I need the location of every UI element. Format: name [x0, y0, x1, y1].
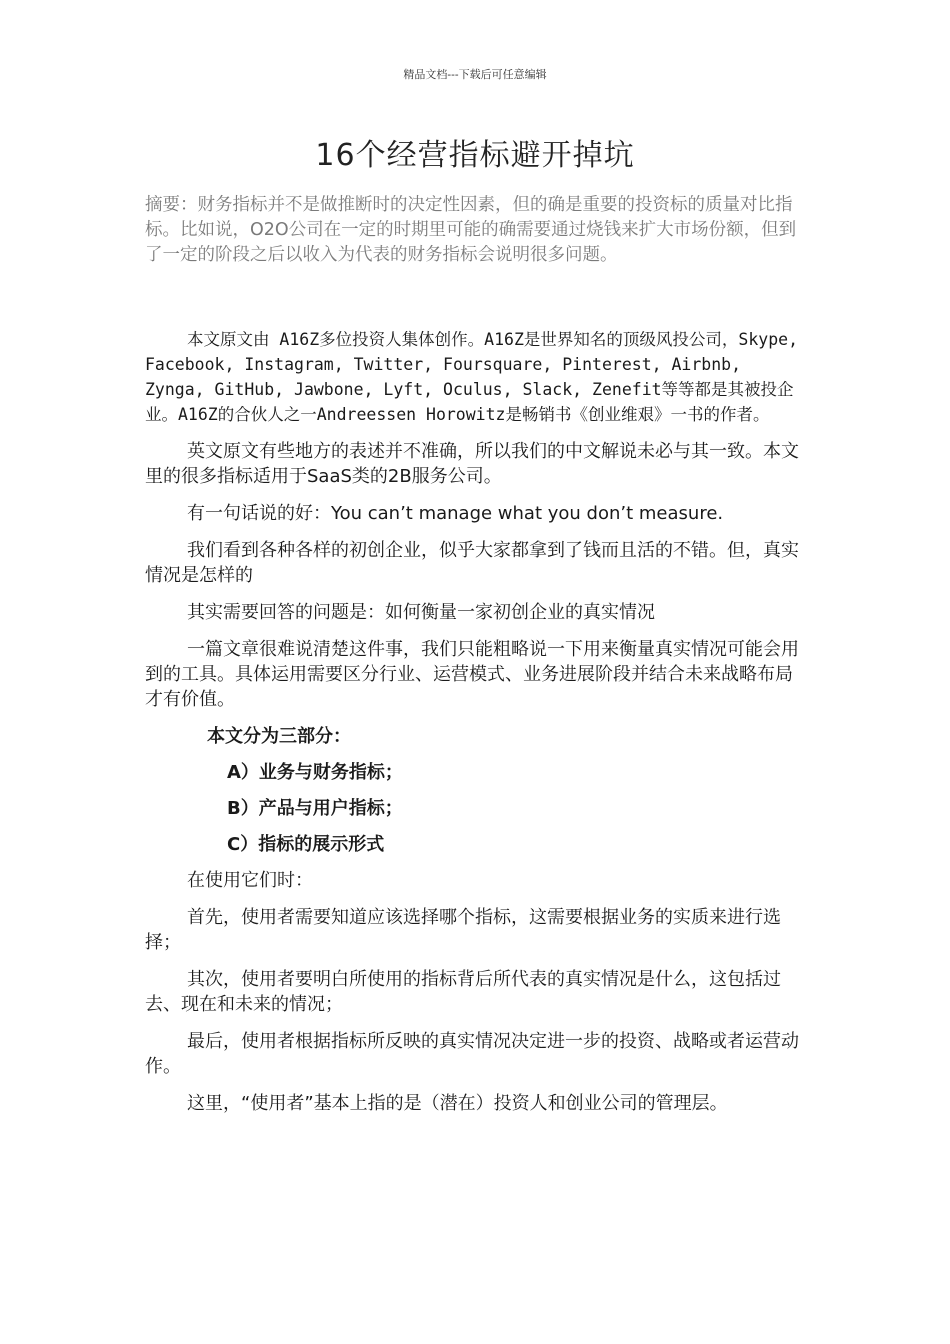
- paragraph-intro: 本文原文由 A16Z多位投资人集体创作。A16Z是世界知名的顶级风投公司，Skype, Facebook, Instagram, Twitter, Foursquare, Pinterest, Airbnb, Zynga, GitHub, Jawbone, Lyft, Oculus, Slack, Zenefit等等都是其被投企业。A16Z的合伙人之一Andreessen Horowitz是畅销书《创业维艰》一书的作者。: [145, 330, 799, 424]
- paragraph-users: 这里，“使用者”基本上指的是（潜在）投资人和创业公司的管理层。: [187, 1093, 728, 1114]
- paragraph-first: 首先，使用者需要知道应该选择哪个指标，这需要根据业务的实质来进行选择；: [145, 907, 781, 953]
- paragraph-startups: 我们看到各种各样的初创企业，似乎大家都拿到了钱而且活的不错。但，真实情况是怎样的: [145, 540, 799, 586]
- sections-heading: 本文分为三部分：: [207, 726, 351, 747]
- paragraph-tools: 一篇文章很难说清楚这件事，我们只能粗略说一下用来衡量真实情况可能会用到的工具。具体运用需要区分行业、运营模式、业务进展阶段并结合未来战略布局才有价值。: [145, 639, 799, 710]
- paragraph-third: 最后，使用者根据指标所反映的真实情况决定进一步的投资、战略或者运营动作。: [145, 1031, 799, 1077]
- paragraph-translation-note: 英文原文有些地方的表述并不准确，所以我们的中文解说未必与其一致。本文里的很多指标适用于SaaS类的2B服务公司。: [145, 441, 799, 487]
- paragraph-second: 其次，使用者要明白所使用的指标背后所代表的真实情况是什么，这包括过去、现在和未来的情况；: [145, 969, 781, 1015]
- section-a: A）业务与财务指标；: [227, 762, 403, 783]
- paragraph-question: 其实需要回答的问题是：如何衡量一家初创企业的真实情况: [187, 602, 655, 623]
- document-body: [145, 327, 805, 1128]
- header-note: 精品文档---下载后可任意编辑: [403, 68, 547, 81]
- paragraph-usage: 在使用它们时：: [187, 870, 313, 891]
- section-b: B）产品与用户指标；: [227, 798, 403, 819]
- paragraph-quote: 有一句话说的好：You can’t manage what you don’t measure.: [187, 503, 724, 524]
- abstract: 摘要：财务指标并不是做推断时的决定性因素，但的确是重要的投资标的质量对比指标。比如说，O2O公司在一定的时期里可能的确需要通过烧钱来扩大市场份额，但到了一定的阶段之后以收入为代表的财务指标会说明很多问题。: [145, 195, 797, 265]
- document-title: 16个经营指标避开掉坑: [315, 138, 635, 173]
- section-c: C）指标的展示形式: [227, 834, 385, 855]
